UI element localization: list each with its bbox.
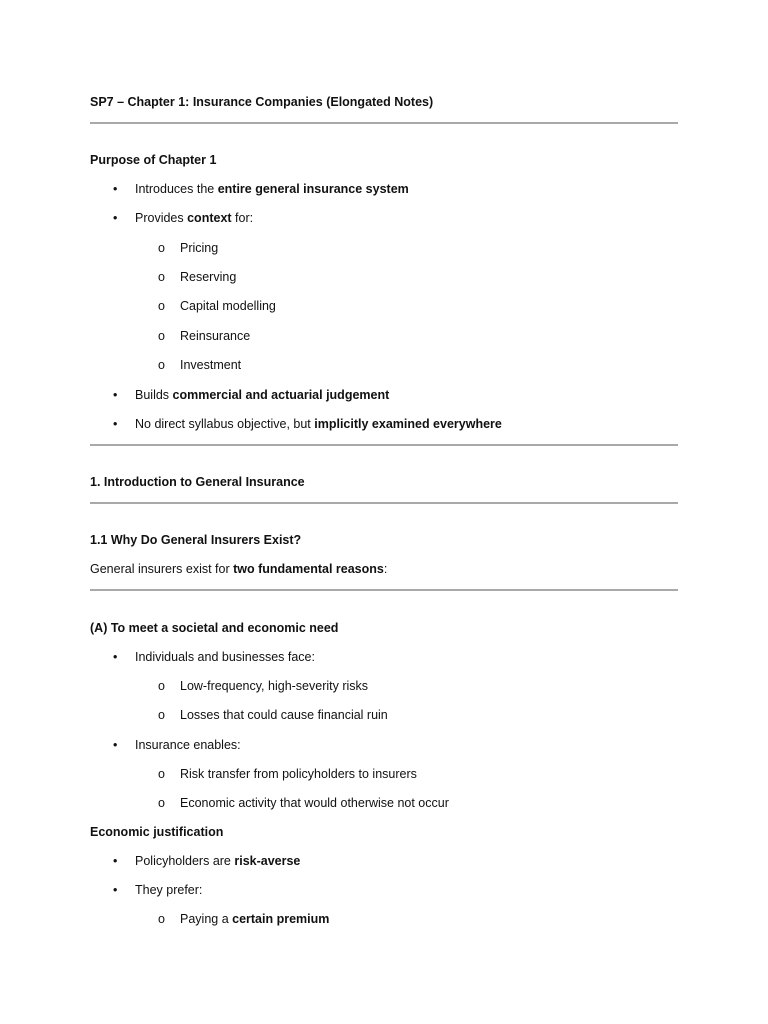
list-item <box>90 181 678 197</box>
item-bold-text: context <box>187 211 232 225</box>
sub-bullet-marker: o <box>158 270 165 284</box>
sub-bullet-marker: o <box>158 708 165 722</box>
item-text: Reinsurance <box>180 329 251 343</box>
item-text: Provides <box>135 211 188 225</box>
paragraph-text: General insurers exist for <box>90 562 234 576</box>
item-bold-text: implicitly examined everywhere <box>314 417 502 431</box>
purpose-heading: Purpose of Chapter 1 <box>90 153 217 167</box>
bullet-marker: • <box>113 182 118 196</box>
document-page <box>90 0 678 1024</box>
sub-list-item <box>90 795 678 811</box>
item-text: Individuals and businesses face: <box>135 650 315 664</box>
list-item <box>90 853 678 869</box>
economic-heading: Economic justification <box>90 825 224 839</box>
sub-bullet-marker: o <box>158 679 165 693</box>
subsection-heading: 1.1 Why Do General Insurers Exist? <box>90 533 302 547</box>
list-item <box>90 387 678 403</box>
paragraph-bold-text: two fundamental reasons <box>233 562 384 576</box>
section-a-heading: (A) To meet a societal and economic need <box>90 621 339 635</box>
sub-bullet-marker: o <box>158 299 165 313</box>
sub-bullet-marker: o <box>158 912 165 926</box>
list-item <box>90 737 678 753</box>
item-text: Insurance enables: <box>135 738 241 752</box>
sub-bullet-marker: o <box>158 241 165 255</box>
item-bold-text: entire general insurance system <box>217 182 409 196</box>
list-item <box>90 882 678 898</box>
paragraph-text: : <box>383 562 388 576</box>
list-item <box>90 210 678 226</box>
item-text: No direct syllabus objective, but <box>135 417 315 431</box>
item-text: Investment <box>180 358 242 372</box>
sub-list-item <box>90 298 678 314</box>
item-text: Risk transfer from policyholders to insurers <box>180 767 417 781</box>
item-text: Builds <box>135 388 173 402</box>
bullet-marker: • <box>113 854 118 868</box>
item-text: They prefer: <box>135 883 203 897</box>
bullet-marker: • <box>113 738 118 752</box>
sub-list-item <box>90 911 678 927</box>
bullet-marker: • <box>113 650 118 664</box>
item-text: for: <box>231 211 254 225</box>
item-text: Economic activity that would otherwise not occur <box>180 796 449 810</box>
item-text: Losses that could cause financial ruin <box>180 708 388 722</box>
sub-bullet-marker: o <box>158 796 165 810</box>
bullet-marker: • <box>113 417 118 431</box>
bullet-marker: • <box>113 883 118 897</box>
item-text: Pricing <box>180 241 219 255</box>
document-title: SP7 – Chapter 1: Insurance Companies (Elongated Notes) <box>90 95 434 109</box>
item-text: Low-frequency, high-severity risks <box>180 679 369 693</box>
item-text: Reserving <box>180 270 237 284</box>
horizontal-rule <box>90 122 678 124</box>
list-item <box>90 649 678 665</box>
sub-list-item <box>90 678 678 694</box>
section-heading: 1. Introduction to General Insurance <box>90 475 305 489</box>
item-text: Paying a <box>180 912 233 926</box>
horizontal-rule <box>90 589 678 591</box>
sub-list-item <box>90 766 678 782</box>
sub-list-item <box>90 269 678 285</box>
horizontal-rule <box>90 444 678 446</box>
sub-bullet-marker: o <box>158 358 165 372</box>
horizontal-rule <box>90 502 678 504</box>
item-bold-text: risk-averse <box>234 854 301 868</box>
item-text: Policyholders are <box>135 854 235 868</box>
sub-bullet-marker: o <box>158 767 165 781</box>
paragraph <box>90 561 678 577</box>
item-bold-text: commercial and actuarial judgement <box>172 388 390 402</box>
bullet-marker: • <box>113 388 118 402</box>
item-text: Introduces the <box>135 182 218 196</box>
bullet-marker: • <box>113 211 118 225</box>
item-text: Capital modelling <box>180 299 276 313</box>
sub-list-item <box>90 240 678 256</box>
list-item <box>90 416 678 432</box>
sub-list-item <box>90 707 678 723</box>
sub-list-item <box>90 357 678 373</box>
item-bold-text: certain premium <box>232 912 330 926</box>
sub-list-item <box>90 328 678 344</box>
sub-bullet-marker: o <box>158 329 165 343</box>
